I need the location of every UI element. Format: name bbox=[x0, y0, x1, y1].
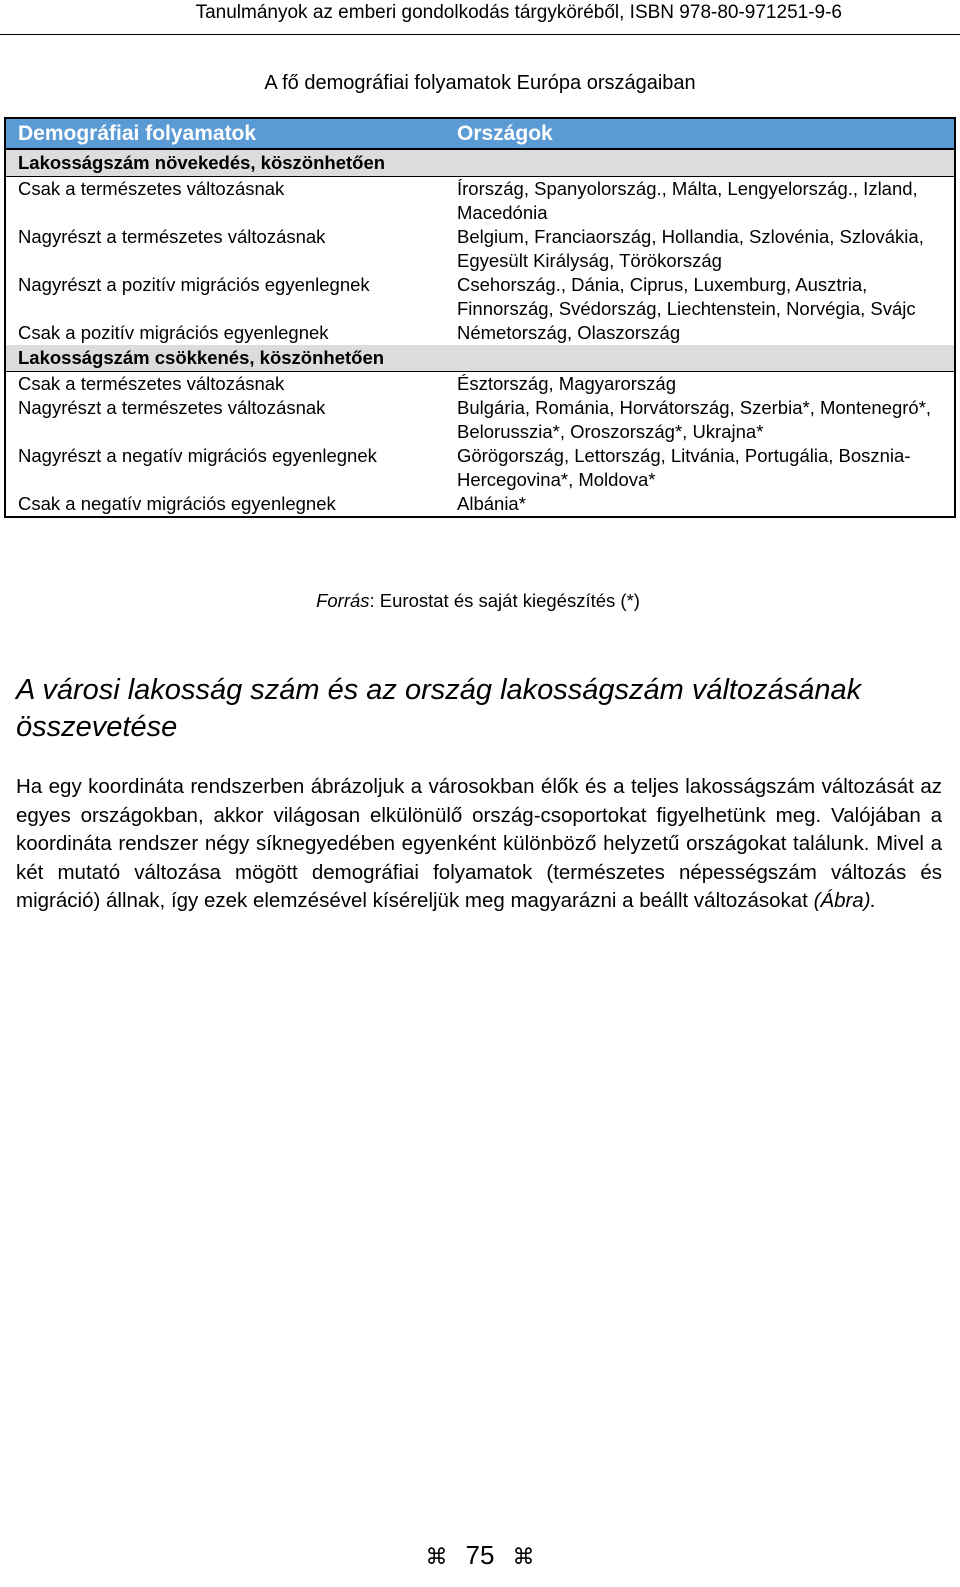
countries-cell: Csehország., Dánia, Ciprus, Luxemburg, Ausztria, Finnország, Svédország, Liechtenstein, Norvégia, Svájc bbox=[457, 274, 916, 319]
table-source bbox=[0, 590, 956, 612]
process-cell: Csak a természetes változásnak bbox=[18, 373, 285, 394]
page-header bbox=[0, 0, 960, 35]
group-label: Lakosságszám csökkenés, köszönhetően bbox=[5, 345, 433, 372]
command-icon: ⌘ bbox=[425, 1544, 448, 1569]
process-cell: Nagyrészt a pozitív migrációs egyenlegnek bbox=[18, 274, 370, 295]
paragraph-text: Ha egy koordináta rendszerben ábrázoljuk a városokban élők és a teljes lakosságszám változását az egyes országokban, akkor világosan elkülönülő ország-csoportokat figyelhetünk meg. Valójában a koordináta rendszer négy síknegyedében egyenként különböző helyzetű országokat találunk. Mivel a két mutató változása mögött demográfiai folyamatok (természetes népességszám változás és migráció) állnak, így ezek elemzésével kíséreljük meg magyarázni a beállt változásokat bbox=[16, 775, 942, 913]
table-row bbox=[5, 225, 955, 273]
table-header-row bbox=[5, 118, 955, 149]
group-label: Lakosságszám növekedés, köszönhetően bbox=[5, 149, 433, 177]
process-cell: Csak a természetes változásnak bbox=[18, 178, 285, 199]
countries-cell: Írország, Spanyolország., Málta, Lengyelország., Izland, Macedónia bbox=[457, 178, 918, 223]
countries-cell: Görögország, Lettország, Litvánia, Portugália, Bosznia-Hercegovina*, Moldova* bbox=[457, 445, 911, 490]
header-processes: Demográfiai folyamatok bbox=[5, 118, 433, 149]
countries-cell: Németország, Olaszország bbox=[457, 322, 681, 343]
countries-cell: Észtország, Magyarország bbox=[457, 373, 677, 394]
command-icon: ⌘ bbox=[512, 1544, 535, 1569]
table-row bbox=[5, 492, 955, 517]
table-row bbox=[5, 273, 955, 321]
table-row bbox=[5, 321, 955, 345]
countries-cell: Belgium, Franciaország, Hollandia, Szlovénia, Szlovákia, Egyesült Királyság, Törökország bbox=[457, 226, 924, 271]
table-title: A fő demográfiai folyamatok Európa országaiban bbox=[264, 72, 696, 94]
countries-cell: Bulgária, Románia, Horvátország, Szerbia*, Montenegró*, Belorusszia*, Oroszország*, Ukrajna* bbox=[457, 397, 932, 442]
group-row-decline bbox=[5, 345, 955, 372]
process-cell: Csak a negatív migrációs egyenlegnek bbox=[18, 493, 336, 514]
process-cell: Nagyrészt a természetes változásnak bbox=[18, 226, 326, 247]
source-text: : Eurostat és saját kiegészítés (*) bbox=[369, 590, 640, 611]
process-cell: Csak a pozitív migrációs egyenlegnek bbox=[18, 322, 329, 343]
section-heading: A városi lakosság szám és az ország lakosságszám változásának összevetése bbox=[16, 674, 862, 743]
process-cell: Nagyrészt a negatív migrációs egyenlegnek bbox=[18, 445, 377, 466]
page-number: 75 bbox=[465, 1540, 495, 1570]
table-row bbox=[5, 444, 955, 492]
group-row-growth bbox=[5, 149, 955, 177]
table-row bbox=[5, 372, 955, 397]
countries-cell: Albánia* bbox=[457, 493, 526, 514]
header-countries: Országok bbox=[433, 118, 955, 149]
table-row bbox=[5, 396, 955, 444]
body-paragraph bbox=[16, 773, 942, 916]
demographic-table bbox=[4, 117, 956, 518]
page-footer bbox=[0, 1540, 960, 1571]
source-label: Forrás bbox=[316, 590, 370, 611]
table-row bbox=[5, 177, 955, 226]
process-cell: Nagyrészt a természetes változásnak bbox=[18, 397, 326, 418]
figure-reference: (Ábra). bbox=[813, 889, 877, 913]
header-text: Tanulmányok az emberi gondolkodás tárgyköréből, ISBN 978-80-971251-9-6 bbox=[195, 2, 842, 23]
